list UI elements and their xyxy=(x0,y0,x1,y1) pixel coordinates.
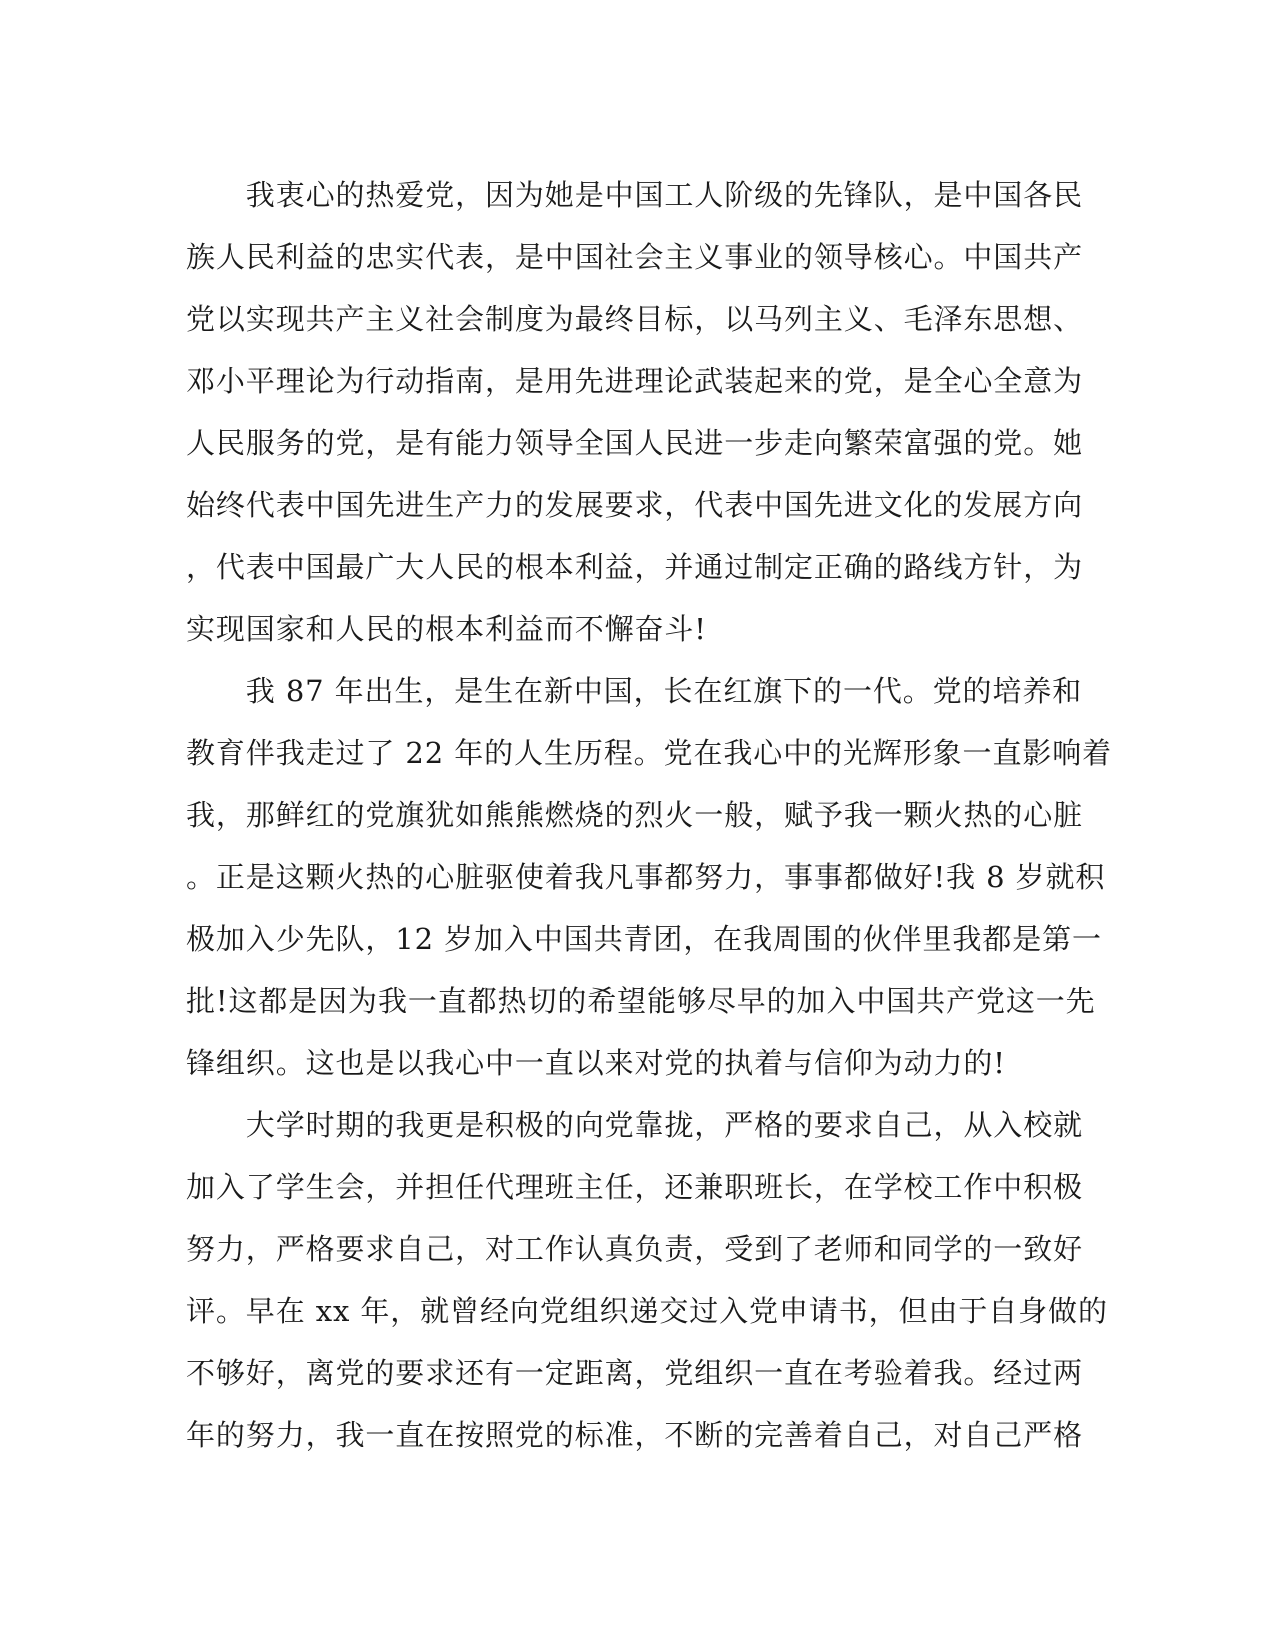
text-line: 加入了学生会，并担任代理班主任，还兼职班长，在学校工作中积极 xyxy=(186,1170,1084,1204)
text-line: ，代表中国最广大人民的根本利益，并通过制定正确的路线方针，为 xyxy=(186,550,1084,584)
text-line: 教育伴我走过了 22 年的人生历程。党在我心中的光辉形象一直影响着 xyxy=(186,736,1113,770)
text-line: 不够好，离党的要求还有一定距离，党组织一直在考验着我。经过两 xyxy=(186,1356,1084,1390)
paragraph-2 xyxy=(186,660,1113,1094)
text-line: 努力，严格要求自己，对工作认真负责，受到了老师和同学的一致好 xyxy=(186,1232,1084,1266)
text-line: 。正是这颗火热的心脏驱使着我凡事都努力，事事都做好!我 8 岁就积 xyxy=(186,860,1106,894)
text-line: 极加入少先队，12 岁加入中国共青团，在我周围的伙伴里我都是第一 xyxy=(186,922,1102,956)
text-line: 人民服务的党，是有能力领导全国人民进一步走向繁荣富强的党。她 xyxy=(186,426,1084,460)
text-line: 锋组织。这也是以我心中一直以来对党的执着与信仰为动力的! xyxy=(186,1046,1006,1080)
paragraph-1 xyxy=(186,164,1084,660)
text-line: 党以实现共产主义社会制度为最终目标，以马列主义、毛泽东思想、 xyxy=(186,302,1084,336)
text-line: 我，那鲜红的党旗犹如熊熊燃烧的烈火一般，赋予我一颗火热的心脏 xyxy=(186,798,1084,832)
text-line: 批!这都是因为我一直都热切的希望能够尽早的加入中国共产党这一先 xyxy=(186,984,1096,1018)
text-line: 始终代表中国先进生产力的发展要求，代表中国先进文化的发展方向 xyxy=(186,488,1084,522)
text-line: 我衷心的热爱党，因为她是中国工人阶级的先锋队，是中国各民 xyxy=(186,178,1084,212)
text-line: 实现国家和人民的根本利益而不懈奋斗! xyxy=(186,612,707,646)
text-line: 大学时期的我更是积极的向党靠拢，严格的要求自己，从入校就 xyxy=(186,1108,1084,1142)
document-body xyxy=(186,164,1113,1466)
text-line: 评。早在 xx 年，就曾经向党组织递交过入党申请书，但由于自身做的 xyxy=(186,1294,1108,1328)
text-line: 我 87 年出生，是生在新中国，长在红旗下的一代。党的培养和 xyxy=(186,674,1083,708)
paragraph-3 xyxy=(186,1094,1108,1466)
text-line: 族人民利益的忠实代表，是中国社会主义事业的领导核心。中国共产 xyxy=(186,240,1084,274)
text-line: 年的努力，我一直在按照党的标准，不断的完善着自己，对自己严格 xyxy=(186,1418,1084,1452)
text-line: 邓小平理论为行动指南，是用先进理论武装起来的党，是全心全意为 xyxy=(186,364,1084,398)
